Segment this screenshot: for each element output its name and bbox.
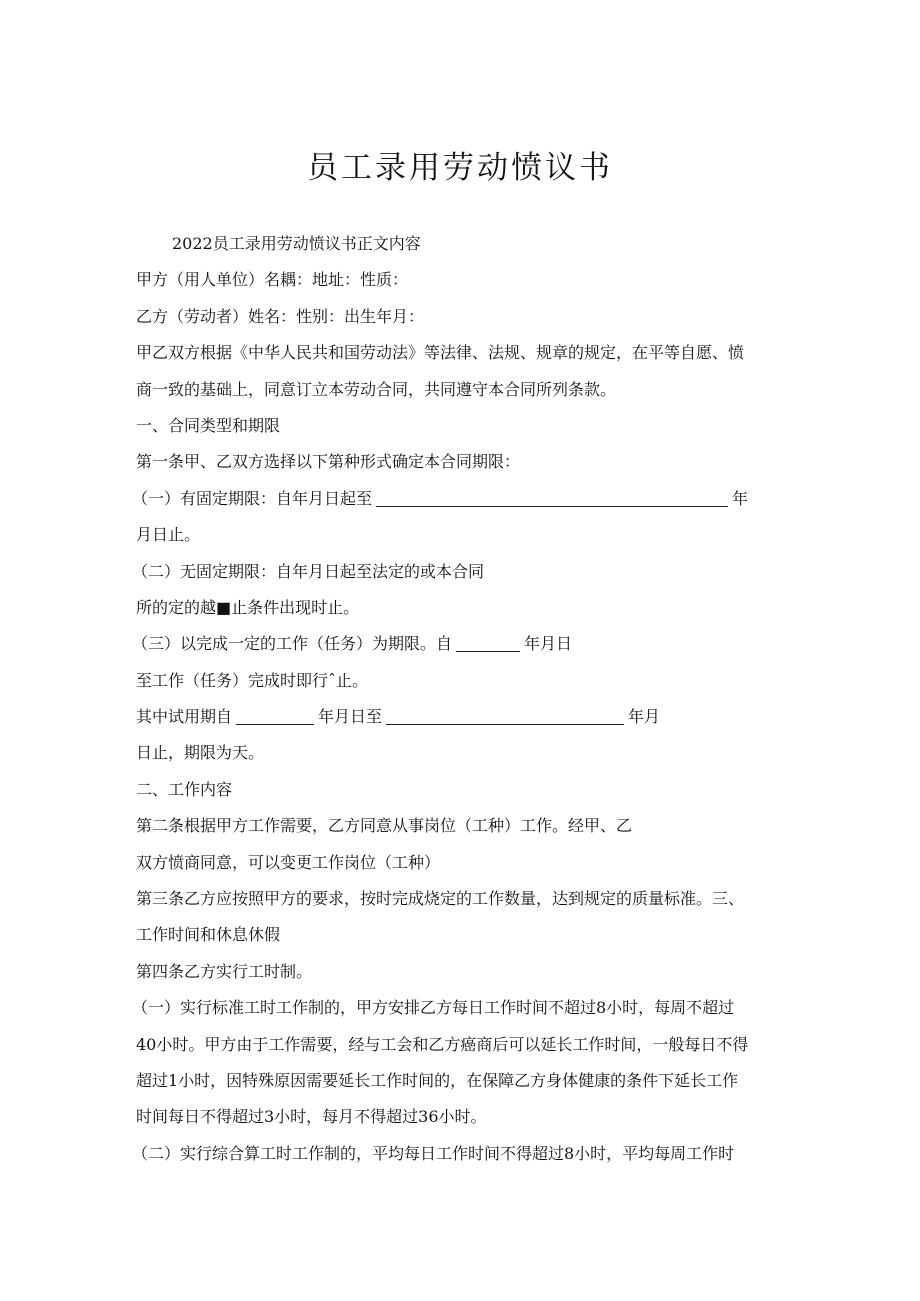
option-2-end-line: 所的定的越■止条件出现时止。	[136, 597, 360, 617]
section-2-heading: 二、工作内容	[136, 779, 233, 799]
fill-blank	[376, 488, 728, 507]
option-3-text: （三）以完成一定的工作（任务）为期限。自	[132, 634, 453, 654]
party-b-line: 乙方（劳动者）姓名：性别：出生年月：	[136, 306, 425, 326]
option-3-end-line: 至工作（任务）完成时即行ˆ止。	[136, 670, 369, 690]
option-1-year: 年	[732, 488, 749, 508]
probation-text: 其中试用期自	[136, 707, 233, 727]
probation-end-line: 日止，期限为天。	[136, 743, 265, 763]
standard-hours-line-2: 40小时。甲方由于工作需要，经与工会和乙方癌商后可以延长工作时间，一般每日不得	[136, 1034, 749, 1054]
comprehensive-hours-line: （二）实行综合算工时工作制的，平均每日工作时间不得超过8小时，平均每周工作时	[132, 1143, 735, 1163]
document-title: 员工录用劳动愤议书	[307, 150, 613, 186]
party-a-line: 甲方（用人单位）名耦：地址：性质：	[136, 270, 409, 290]
standard-hours-line-1: （一）实行标准工时工作制的，甲方安排乙方每日工作时间不超过8小时，每周不超过	[132, 998, 735, 1018]
standard-hours-line-4: 时间每日不得超过3小时，每月不得超过36小时。	[136, 1107, 487, 1127]
fill-blank	[236, 706, 314, 725]
fill-blank	[456, 633, 520, 652]
option-1-text: （一）有固定期限：自年月日起至	[132, 488, 373, 508]
option-3-date: 年月日	[524, 634, 573, 654]
standard-hours-line-3: 超过1小时，因特殊原因需要延长工作时间的，在保障乙方身体健康的条件下延长工作	[136, 1070, 739, 1090]
probation-line	[136, 699, 786, 735]
option-1-end-line: 月日止。	[136, 525, 201, 545]
probation-end-date: 年月	[628, 707, 661, 727]
article-1-line: 第一条甲、乙双方选择以下第种形式确定本合同期限：	[136, 452, 521, 472]
article-2-line-2: 双方愤商同意，可以变更工作岗位（工种）	[136, 852, 441, 872]
section-3-heading: 工作时间和休息休假	[136, 925, 281, 945]
preamble-line-1: 甲乙双方根据《中华人民共和国劳动法》等法律、法规、规章的规定，在平等自愿、愤	[136, 343, 745, 363]
article-3-line-1: 第三条乙方应按照甲方的要求，按时完成烧定的工作数量，达到规定的质量标准。三、	[136, 889, 745, 909]
option-2-line: （二）无固定期限：自年月日起至法定的或本合同	[132, 561, 485, 581]
section-1-heading: 一、合同类型和期限	[136, 415, 281, 435]
subtitle-line: 2022员工录用劳动愤议书正文内容	[172, 234, 421, 253]
probation-date: 年月日至	[318, 707, 383, 727]
option-1-line	[132, 481, 786, 517]
document-body	[132, 226, 786, 1172]
article-2-line-1: 第二条根据甲方工作需要，乙方同意从事岗位（工种）工作。经甲、乙	[136, 816, 633, 836]
option-3-line	[132, 626, 786, 662]
article-4-line: 第四条乙方实行工时制。	[136, 961, 313, 981]
preamble-line-2: 商一致的基础上，同意订立本劳动合同，共同遵守本合同所列条款。	[136, 379, 617, 399]
fill-blank	[386, 706, 624, 725]
